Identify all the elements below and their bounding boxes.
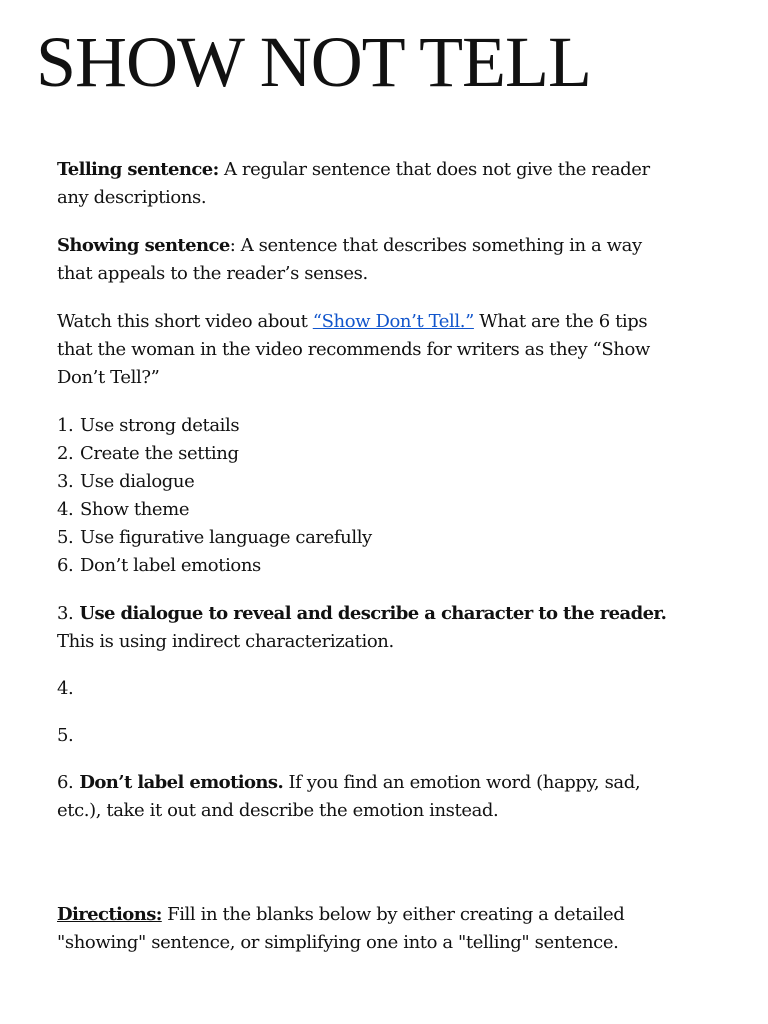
tip-5-number: 5. — [57, 725, 74, 746]
list-item — [57, 524, 677, 552]
directions-label: Directions: — [57, 904, 162, 925]
list-item-text: Use dialogue — [80, 471, 195, 492]
list-item — [57, 468, 677, 496]
tip-3-heading: Use dialogue to reveal and describe a character to the reader. — [79, 603, 667, 624]
telling-definition — [57, 156, 677, 212]
list-item-text: Use figurative language carefully — [80, 527, 372, 548]
list-item-number: 2. — [57, 443, 74, 464]
tip-6-number: 6. — [57, 772, 74, 793]
tip-6-text: If you find an emotion word (happy, sad, etc.), take it out and describe the emotion instead. — [57, 772, 641, 821]
list-item — [57, 552, 677, 580]
list-item-number: 4. — [57, 499, 74, 520]
directions-text: Fill in the blanks below by either creating a detailed "showing" sentence, or simplifying one into a "telling" sentence. — [57, 904, 625, 953]
showing-definition — [57, 232, 677, 288]
tip-6-explanation — [57, 769, 677, 825]
list-item — [57, 496, 677, 524]
tip-3-explanation — [57, 600, 677, 656]
list-item — [57, 440, 677, 468]
list-item-text: Create the setting — [80, 443, 239, 464]
list-item-number: 6. — [57, 555, 74, 576]
tip-4-blank — [57, 675, 677, 703]
watch-text-after: What are the 6 tips that the woman in the video recommends for writers as they “Show Don’t Tell?” — [57, 311, 650, 388]
video-link[interactable]: “Show Don’t Tell.” — [312, 311, 474, 332]
list-item — [57, 412, 677, 440]
showing-term: Showing sentence — [57, 235, 230, 256]
list-item-number: 1. — [57, 415, 74, 436]
directions — [57, 901, 677, 957]
tips-list — [57, 412, 677, 580]
tip-3-number: 3. — [57, 603, 74, 624]
tip-4-number: 4. — [57, 678, 74, 699]
list-item-text: Don’t label emotions — [80, 555, 261, 576]
tip-5-blank — [57, 722, 677, 750]
tip-3-text: This is using indirect characterization. — [57, 631, 394, 652]
watch-instructions — [57, 308, 677, 392]
showing-text: : A sentence that describes something in a way that appeals to the reader’s senses. — [57, 235, 642, 284]
document-body — [57, 156, 677, 957]
list-item-number: 5. — [57, 527, 74, 548]
list-item-text: Use strong details — [80, 415, 240, 436]
list-item-number: 3. — [57, 471, 74, 492]
watch-text-before: Watch this short video about — [57, 311, 313, 332]
list-item-text: Show theme — [80, 499, 190, 520]
tip-6-heading: Don’t label emotions. — [79, 772, 284, 793]
page-title: SHOW NOT TELL — [36, 22, 591, 102]
telling-term: Telling sentence: — [57, 159, 219, 180]
telling-text: A regular sentence that does not give the reader any descriptions. — [57, 159, 650, 208]
